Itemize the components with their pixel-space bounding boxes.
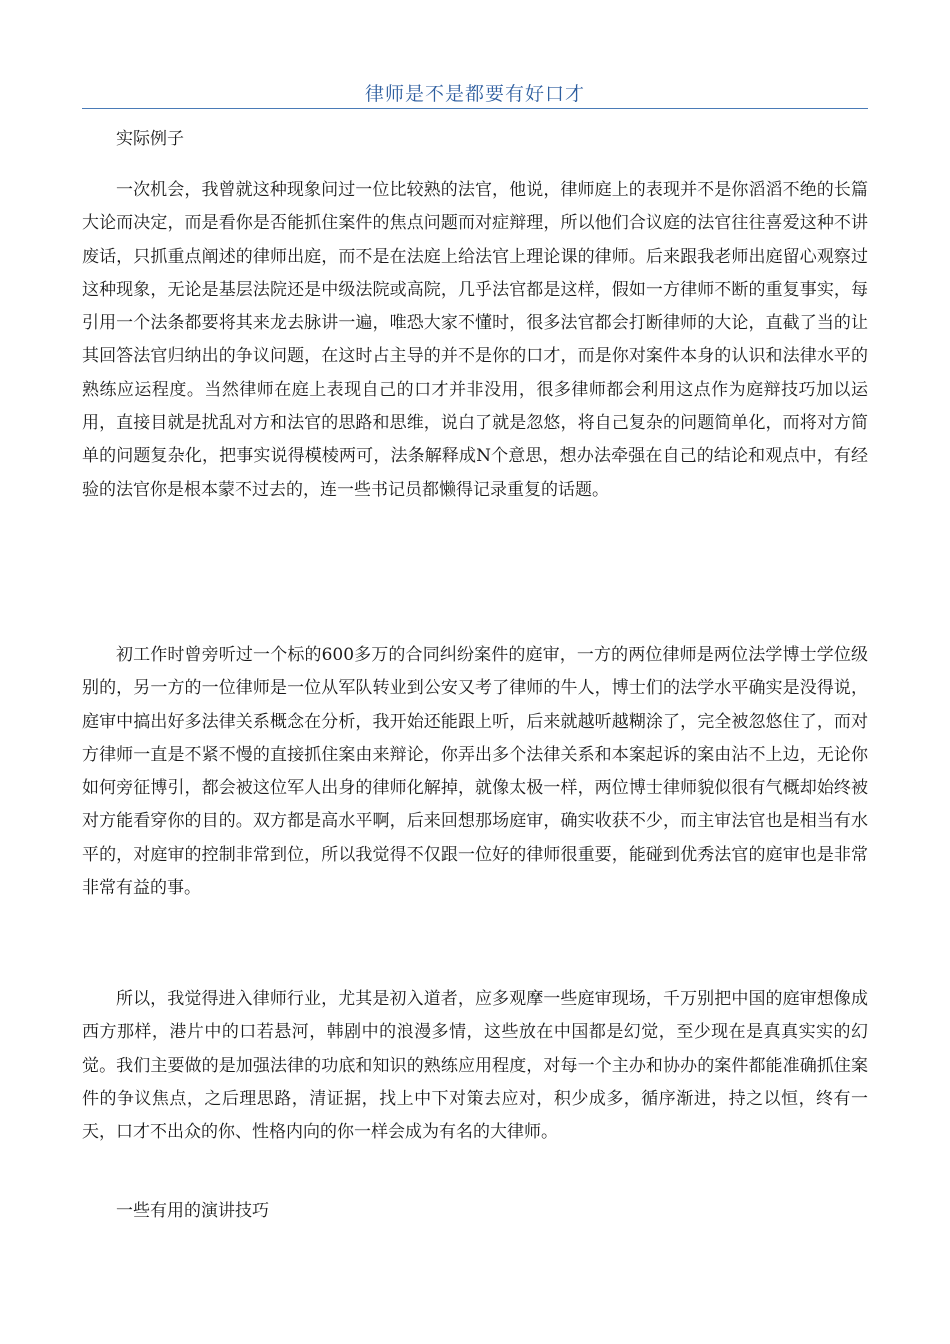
section-heading: 实际例子 <box>116 129 184 149</box>
page-header <box>82 82 868 109</box>
paragraph-1: 一次机会，我曾就这种现象问过一位比较熟的法官，他说，律师庭上的表现并不是你滔滔不绝的长篇大论而决定，而是看你是否能抓住案件的焦点问题而对症辩理，所以他们合议庭的法官往往喜爱这种不讲废话，只抓重点阐述的律师出庭，而不是在法庭上给法官上理论课的律师。后来跟我老师出庭留心观察过这种现象，无论是基层法院还是中级法院或高院，几乎法官都是这样，假如一方律师不断的重复事实，每引用一个法条都要将其来龙去脉讲一遍，唯恐大家不懂时，很多法官都会打断律师的大论，直截了当的让其回答法官归纳出的争议问题，在这时占主导的并不是你的口才，而是你对案件本身的认识和法律水平的熟练应运程度。当然律师在庭上表现自己的口才并非没用，很多律师都会利用这点作为庭辩技巧加以运用，直接目就是扰乱对方和法官的思路和思维，说白了就是忽悠，将自己复杂的问题简单化，而将对方简单的问题复杂化，把事实说得模棱两可，法条解释成N个意思，想办法牵强在自己的结论和观点中，有经验的法官你是根本蒙不过去的，连一些书记员都懒得记录重复的话题。 <box>82 180 868 500</box>
paragraph-2: 初工作时曾旁听过一个标的600多万的合同纠纷案件的庭审，一方的两位律师是两位法学博士学位级别的，另一方的一位律师是一位从军队转业到公安又考了律师的牛人，博士们的法学水平确实是没得说，庭审中搞出好多法律关系概念在分析，我开始还能跟上听，后来就越听越糊涂了，完全被忽悠住了，而对方律师一直是不紧不慢的直接抓住案由来辩论，你弄出多个法律关系和本案起诉的案由沾不上边，无论你如何旁征博引，都会被这位军人出身的律师化解掉，就像太极一样，两位博士律师貌似很有气概却始终被对方能看穿你的目的。双方都是高水平啊，后来回想那场庭审，确实收获不少，而主审法官也是相当有水平的，对庭审的控制非常到位，所以我觉得不仅跟一位好的律师很重要，能碰到优秀法官的庭审也是非常非常有益的事。 <box>82 645 868 899</box>
header-title: 律师是不是都要有好口才 <box>364 83 585 105</box>
closing-heading: 一些有用的演讲技巧 <box>116 1201 269 1221</box>
paragraph-3: 所以，我觉得进入律师行业，尤其是初入道者，应多观摩一些庭审现场，千万别把中国的庭审想像成西方那样，港片中的口若悬河，韩剧中的浪漫多情，这些放在中国都是幻觉，至少现在是真真实实的幻觉。我们主要做的是加强法律的功底和知识的熟练应用程度，对每一个主办和协办的案件都能准确抓住案件的争议焦点，之后理思路，清证据，找上中下对策去应对，积少成多，循序渐进，持之以恒，终有一天，口才不出众的你、性格内向的你一样会成为有名的大律师。 <box>82 989 868 1143</box>
